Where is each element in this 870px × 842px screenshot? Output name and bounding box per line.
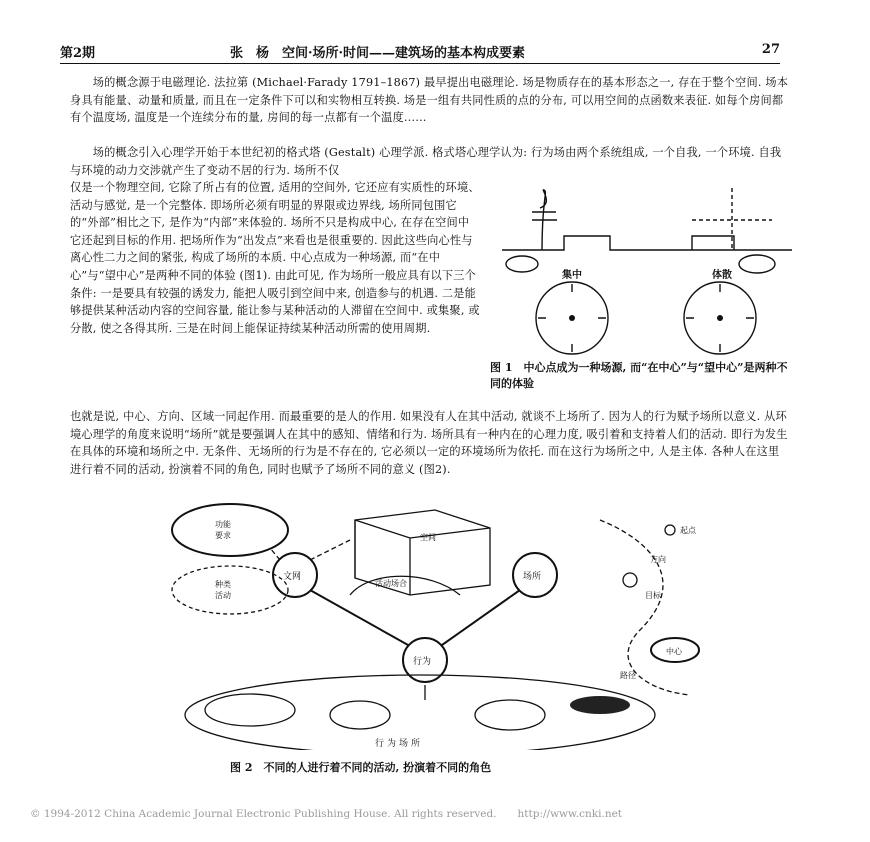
label-culture: 文网 (283, 572, 302, 582)
label-activity: 活动 (215, 591, 231, 600)
copyright-footer: © 1994-2012 China Academic Journal Electronic Publishing House. All rights reserved. http://www.cnki.net (30, 808, 623, 820)
header-title: 张 杨 空间·场所·时间——建筑场的基本构成要素 (230, 46, 526, 61)
label-center: 中心 (666, 647, 682, 656)
figure-1-diagram (492, 178, 792, 358)
label-concentrated: 集中 (562, 270, 582, 281)
page-number: 27 (761, 42, 780, 57)
label-behavior: 行为 (413, 657, 432, 667)
figure-2-caption: 图 2 不同的人进行着不同的活动, 扮演着不同的角色 (230, 761, 492, 774)
start-point (665, 525, 675, 535)
paragraph-1: 场的概念源于电磁理论. 法拉第 (Michael·Farady 1791–1867) 最早提出电磁理论. 场是物质存在的基本形态之一, 存在于整个空间. 场本身具有能量、动量和质量, 而且在一定条件下可以和实物相互转换. 场是一组有共同性质的点的分布, 可以用空间的点函数来表征. 如每个房间都有个温度场, 温度是一个连续分布的量, 房间的每一点都有一个温度…… (70, 76, 789, 125)
label-target: 目标 (645, 591, 661, 600)
label-activity-area: 活动场合 (375, 579, 407, 588)
arrows-to-behavior (310, 590, 520, 645)
figure-2-diagram (170, 500, 770, 750)
psych-ellipse (172, 566, 288, 614)
label-start: 起点 (680, 526, 696, 535)
activity-group-3 (475, 700, 545, 730)
label-direction: 方向 (650, 555, 666, 564)
dial-left-center (569, 315, 575, 321)
dial-right-center (717, 315, 723, 321)
figure-1-caption: 图 1 中心点成为一种场源, 而“在中心”与“望中心”是两种不同的体验 (490, 361, 788, 390)
arrow-lines-left (532, 212, 557, 220)
path-curve (600, 520, 690, 695)
label-dispersed: 体散 (712, 270, 732, 281)
activity-group-2 (330, 701, 390, 729)
label-requirement: 要求 (215, 531, 231, 540)
ground-line (502, 236, 792, 250)
cloud-right (739, 255, 775, 273)
paragraph-2: 场的概念引入心理学开始于本世纪初的格式塔 (Gestalt) 心理学派. 格式塔心理学认为: 行为场由两个系统组成, 一个自我, 一个环境. 自我与环境的动力交涉就产生了变动不居的行为. 场所不仅 (70, 146, 782, 177)
function-ellipse (172, 504, 288, 556)
running-header (60, 42, 780, 64)
label-function: 功能 (215, 520, 231, 529)
label-place: 场所 (523, 572, 542, 582)
cloud-left (506, 256, 538, 272)
label-type: 种类 (215, 580, 231, 589)
platform-right (692, 236, 734, 250)
label-behavior-place: 行为场所 (375, 739, 424, 749)
label-path: 路径 (620, 671, 636, 680)
header-rule (60, 63, 780, 64)
activity-group-1 (205, 694, 295, 726)
paragraph-2-continued: 仅是一个物理空间, 它除了所占有的位置, 适用的空间外, 它还应有实质性的环境、活动与感觉, 是一个完整体. 即场所必须有明显的界限或边界线, 场所同包围它的“外部”相比之下, 是作为“内部”来体验的. 场所不只是构成中心, 在存在空间中它还起到目标的作用. 把场所作为“出发点”来看也是很重要的. 因此这些向心性与离心性二力之间的紧张, 构成了场所的本质. 中心点成为一种场源, 而“在中心”与“望中心”是两种不同的体验 (图1). 由此可见, 作为场所一般应具有以下三个条件: 一是要具有较强的诱发力, 能把人吸引到空间中来, 创造参与的机遇. 二是能够提供某种活动内容的空间容量, 能让参与某种活动的人滞留在空间中. 或集聚, 或分散, 使之各得其所. 三是在时间上能保证持续某种活动所需的使用周期. (70, 181, 480, 335)
issue-number: 第2期 (60, 46, 96, 61)
label-space: 空间 (420, 533, 436, 542)
target-point (623, 573, 637, 587)
paragraph-3: 也就是说, 中心、方向、区域一同起作用. 而最重要的是人的作用. 如果没有人在其中活动, 就谈不上场所了. 因为人的行为赋予场所以意义. 从环境心理学的角度来说明“场所”就是要强调人在其中的感知、情绪和行为. 场所具有一种内在的心理力度, 吸引着和支持着人们的活动. 即行为发生在具体的环境和场所之中. 无条件、无场所的行为是不存在的, 它必须以一定的环境场所为依托. 而在这行为场所之中, 人是主体. 各种人在这里进行着不同的活动, 扮演着不同的角色, 同时也赋予了场所不同的意义 (图2). (70, 410, 788, 476)
crowd-shadow (570, 696, 630, 714)
